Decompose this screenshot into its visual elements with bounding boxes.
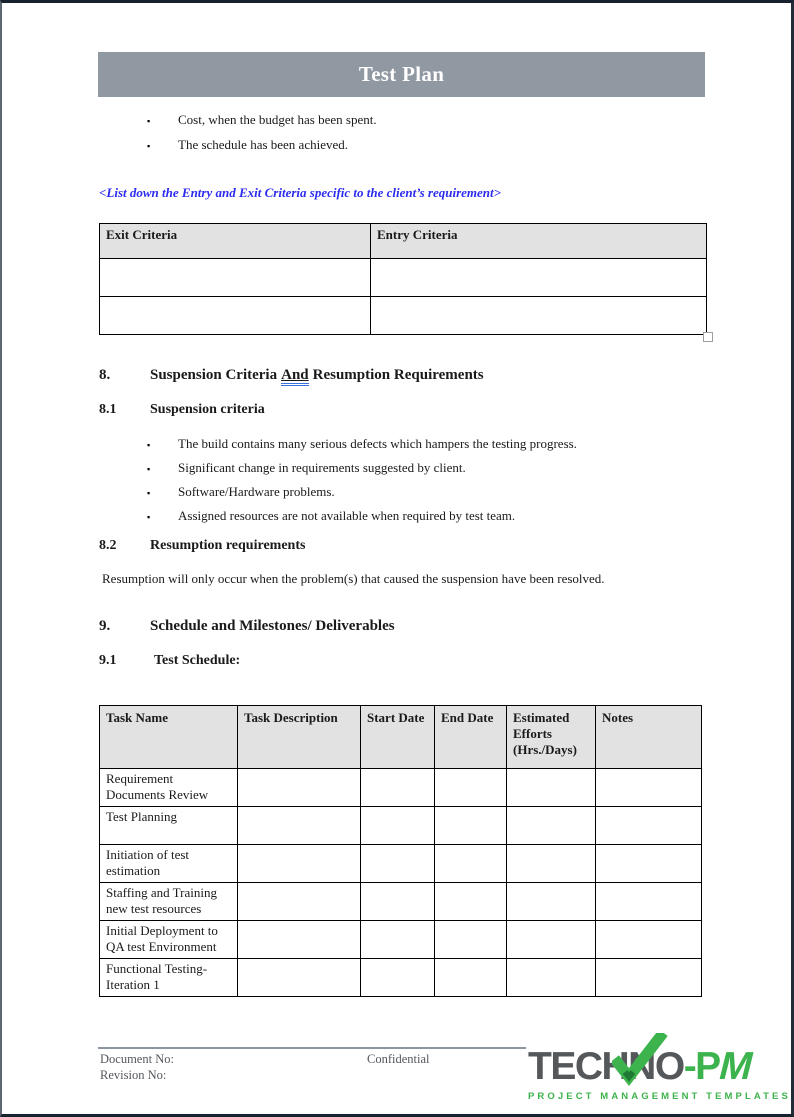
schedule-cell-empty[interactable] xyxy=(361,769,435,807)
criteria-cell-empty[interactable] xyxy=(100,297,371,335)
schedule-cell-empty[interactable] xyxy=(361,921,435,959)
footer-document-info xyxy=(100,1051,174,1083)
logo-text-green: -P xyxy=(683,1045,720,1088)
section-title: Suspension criteria xyxy=(150,402,265,417)
schedule-cell-empty[interactable] xyxy=(361,959,435,997)
schedule-cell-empty[interactable] xyxy=(596,921,702,959)
bullet-square-icon: ▪ xyxy=(147,464,151,474)
schedule-cell-empty[interactable] xyxy=(596,845,702,883)
schedule-cell-empty[interactable] xyxy=(238,807,361,845)
schedule-cell-empty[interactable] xyxy=(435,883,507,921)
schedule-cell-empty[interactable] xyxy=(507,959,596,997)
list-item-text: The schedule has been achieved. xyxy=(178,137,349,152)
schedule-cell-empty[interactable] xyxy=(596,769,702,807)
schedule-cell-empty[interactable] xyxy=(507,769,596,807)
schedule-header-task-description: Task Description xyxy=(238,706,361,769)
schedule-cell-empty[interactable] xyxy=(238,959,361,997)
schedule-header-end-date: End Date xyxy=(435,706,507,769)
task-name-cell: Initiation of test estimation xyxy=(100,845,238,883)
table-row xyxy=(100,769,702,807)
list-item xyxy=(147,484,577,500)
criteria-table xyxy=(99,223,707,335)
test-schedule-table xyxy=(99,705,702,997)
table-resize-handle[interactable] xyxy=(703,332,713,342)
table-row xyxy=(100,883,702,921)
list-item-text: Assigned resources are not available when required by test team. xyxy=(178,508,516,523)
task-name-cell: Functional Testing- Iteration 1 xyxy=(100,959,238,997)
schedule-cell-empty[interactable] xyxy=(596,883,702,921)
schedule-cell-empty[interactable] xyxy=(435,807,507,845)
table-row xyxy=(100,845,702,883)
schedule-cell-empty[interactable] xyxy=(238,883,361,921)
schedule-header-start-date: Start Date xyxy=(361,706,435,769)
task-name-cell: Test Planning xyxy=(100,807,238,845)
suspension-bullet-list xyxy=(147,436,577,532)
table-row xyxy=(100,921,702,959)
footer-divider xyxy=(98,1047,526,1049)
logo-text-gray: TECH xyxy=(528,1045,629,1088)
confidential-label: Confidential xyxy=(367,1052,430,1066)
schedule-cell-empty[interactable] xyxy=(596,807,702,845)
list-item-text: Cost, when the budget has been spent. xyxy=(178,112,377,127)
table-row xyxy=(100,959,702,997)
schedule-cell-empty[interactable] xyxy=(596,959,702,997)
schedule-cell-empty[interactable] xyxy=(435,845,507,883)
section-title: Resumption requirements xyxy=(150,538,306,553)
schedule-cell-empty[interactable] xyxy=(361,807,435,845)
list-item-text: Software/Hardware problems. xyxy=(178,484,335,499)
list-item-text: Significant change in requirements suggested by client. xyxy=(178,460,466,475)
criteria-header-exit: Exit Criteria xyxy=(100,224,371,259)
placeholder-note: <List down the Entry and Exit Criteria specific to the client’s requirement> xyxy=(99,185,502,200)
schedule-cell-empty[interactable] xyxy=(435,921,507,959)
task-name-cell: Requirement Documents Review xyxy=(100,769,238,807)
schedule-cell-empty[interactable] xyxy=(238,769,361,807)
title-banner xyxy=(98,52,705,97)
table-row xyxy=(100,807,702,845)
schedule-cell-empty[interactable] xyxy=(361,883,435,921)
section-title: Test Schedule: xyxy=(154,653,241,668)
criteria-cell-empty[interactable] xyxy=(371,297,707,335)
list-item xyxy=(147,460,577,476)
table-row xyxy=(100,259,707,297)
bullet-square-icon: ▪ xyxy=(147,116,151,126)
schedule-header-estimated-efforts: Estimated Efforts (Hrs./Days) xyxy=(507,706,596,769)
page-title: Test Plan xyxy=(358,62,445,86)
schedule-header-notes: Notes xyxy=(596,706,702,769)
intro-bullet-list xyxy=(147,112,377,162)
section-number: 8.1 xyxy=(99,402,117,417)
list-item xyxy=(147,508,577,524)
criteria-cell-empty[interactable] xyxy=(100,259,371,297)
logo-text-gray: O xyxy=(654,1045,684,1088)
logo-tagline: PROJECT MANAGEMENT TEMPLATES xyxy=(528,1091,791,1102)
section-number: 8.2 xyxy=(99,538,117,553)
schedule-cell-empty[interactable] xyxy=(361,845,435,883)
bullet-square-icon: ▪ xyxy=(147,141,151,151)
bullet-square-icon: ▪ xyxy=(147,488,151,498)
schedule-cell-empty[interactable] xyxy=(507,807,596,845)
logo-text-green-m: M xyxy=(714,1045,757,1088)
section-heading-8 xyxy=(99,367,739,384)
task-name-cell: Initial Deployment to QA test Environment xyxy=(100,921,238,959)
section-heading-9 xyxy=(99,618,739,635)
techno-pm-logo xyxy=(528,1047,794,1102)
list-item xyxy=(147,436,577,452)
section-title: Schedule and Milestones/ Deliverables xyxy=(150,618,395,634)
resumption-paragraph: Resumption will only occur when the problem(s) that caused the suspension have been resolved. xyxy=(102,571,605,586)
bullet-square-icon: ▪ xyxy=(147,440,151,450)
schedule-cell-empty[interactable] xyxy=(435,959,507,997)
table-row xyxy=(100,297,707,335)
table-row xyxy=(100,706,702,769)
logo-wordmark xyxy=(528,1047,794,1087)
list-item xyxy=(147,112,377,128)
document-no-label: Document No: xyxy=(100,1052,174,1066)
grammar-underlined-word: And xyxy=(281,367,309,386)
revision-no-label: Revision No: xyxy=(100,1068,167,1082)
section-heading-8-1 xyxy=(99,402,739,418)
table-row xyxy=(100,224,707,259)
criteria-cell-empty[interactable] xyxy=(371,259,707,297)
schedule-cell-empty[interactable] xyxy=(507,883,596,921)
section-number: 9.1 xyxy=(99,653,117,668)
section-heading-8-2 xyxy=(99,538,739,554)
list-item-text: The build contains many serious defects which hampers the testing progress. xyxy=(178,436,577,451)
schedule-cell-empty[interactable] xyxy=(507,921,596,959)
list-item xyxy=(147,137,377,153)
logo-letter-n: N xyxy=(628,1047,655,1087)
section-title: Suspension Criteria And Resumption Requirements xyxy=(150,367,484,383)
schedule-cell-empty[interactable] xyxy=(507,845,596,883)
section-number: 8. xyxy=(99,367,111,383)
schedule-cell-empty[interactable] xyxy=(238,845,361,883)
schedule-cell-empty[interactable] xyxy=(238,921,361,959)
section-heading-9-1 xyxy=(99,653,739,669)
schedule-header-task-name: Task Name xyxy=(100,706,238,769)
criteria-header-entry: Entry Criteria xyxy=(371,224,707,259)
section-number: 9. xyxy=(99,618,111,634)
schedule-cell-empty[interactable] xyxy=(435,769,507,807)
task-name-cell: Staffing and Training new test resources xyxy=(100,883,238,921)
bullet-square-icon: ▪ xyxy=(147,512,151,522)
